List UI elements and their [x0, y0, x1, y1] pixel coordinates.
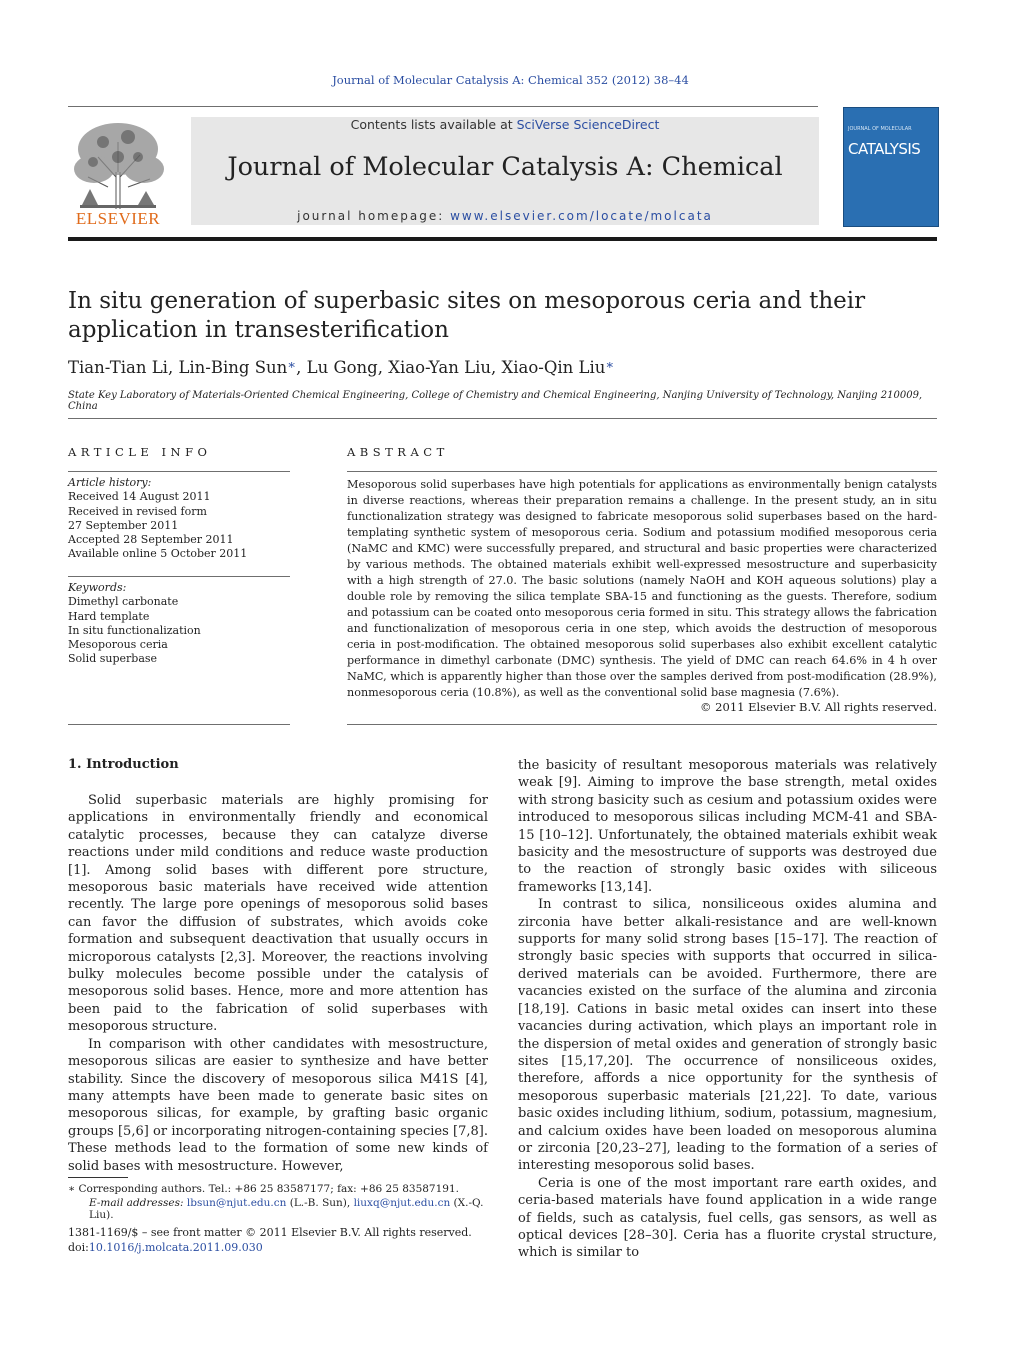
keyword: In situ functionalization [68, 623, 201, 637]
email-label: E-mail addresses: [89, 1197, 184, 1209]
cover-small-text: JOURNAL OF MOLECULAR [848, 126, 912, 132]
email-owner-sun: (L.-B. Sun), [286, 1197, 354, 1209]
body-paragraph: the basicity of resultant mesoporous materials was relatively weak [9]. Aiming to improve the base strength, metal oxides with strong basicity such as cesium and potassium oxides were introduced to mesoporous silicas including MCM-41 and SBA-15 [10–12]. Unfortunately, the obtained materials exhibit weak basicity and the mesostructure of supports was destroyed due to the reaction of strongly basic oxides with siliceous frameworks [13,14]. [518, 758, 937, 895]
history-line: Available online 5 October 2011 [68, 547, 248, 561]
email-owner-liu: (X.-Q. Liu). [89, 1197, 484, 1221]
keyword: Solid superbase [68, 652, 158, 666]
sciencedirect-link[interactable]: SciVerse ScienceDirect [516, 117, 660, 132]
header-thick-rule [68, 237, 937, 241]
journal-cover-thumbnail[interactable] [843, 107, 939, 227]
abstract-rule-top [347, 471, 937, 472]
email-footnote [89, 1197, 509, 1221]
article-history [68, 476, 290, 562]
body-paragraph: In comparison with other candidates with mesostructure, mesoporous silicas are easier to synthesize and have better stability. Since the discovery of mesoporous silica M41S [4], many attempts have been made to generate basic sites on mesoporous silicas, for example, by grafting basic organic groups [5,6] or incorporating nitrogen-containing species [7,8]. These methods lead to the formation of some new kinds of solid bases with mesostructure. However, [68, 1036, 488, 1174]
doi-link[interactable]: 10.1016/j.molcata.2011.09.030 [88, 1241, 263, 1254]
journal-title: Journal of Molecular Catalysis A: Chemical [227, 152, 783, 182]
homepage-link[interactable]: www.elsevier.com/locate/molcata [450, 209, 713, 223]
keyword: Dimethyl carbonate [68, 595, 179, 609]
body-paragraph: Solid superbasic materials are highly promising for applications in environmentally friendly and economical catalytic processes, because they can catalyze diverse reactions under mild conditions and reduce waste production [1]. Among solid bases with different pore structure, mesoporous basic materials have received wide attention recently. The large pore openings of mesoporous solid bases can favor the diffusion of substrates, which avoids coke formation and subsequent deactivation that usually occurs in microporous catalysts [2,3]. Moreover, the reactions involving bulky molecules become possible under the catalysis of mesoporous solid bases. Hence, more and more attention has been paid to the fabrication of solid superbases with mesoporous structure. [68, 793, 488, 1035]
section-heading-introduction: 1. Introduction [68, 757, 179, 772]
contents-prefix: Contents lists available at [350, 117, 517, 132]
history-label: Article history: [68, 476, 152, 489]
author-list [68, 358, 938, 377]
body-paragraph: Ceria is one of the most important rare earth oxides, and ceria-based materials have found application in a wide range of fields, such as catalysis, fuel cells, gas sensors, as well as optical devices [28–30]. Ceria has a fluorite crystal structure, which is similar to [518, 1175, 937, 1261]
article-title: In situ generation of superbasic sites on mesoporous ceria and their application in transesterification [68, 288, 866, 343]
article-info-rule-bottom [68, 724, 290, 725]
corresponding-mark-2[interactable]: ∗ [605, 358, 615, 373]
cover-title: CATALYSIS [848, 140, 921, 158]
email-link-sun[interactable]: lbsun@njut.edu.cn [186, 1197, 287, 1209]
article-info-rule-top [68, 471, 290, 472]
keyword: Mesoporous ceria [68, 638, 168, 652]
doi-line [68, 1241, 263, 1254]
history-line: Received in revised form [68, 504, 207, 518]
article-info-heading: ARTICLE INFO [68, 445, 212, 459]
abstract-heading: ABSTRACT [347, 445, 449, 459]
abstract-copyright: © 2011 Elsevier B.V. All rights reserved. [700, 700, 937, 714]
history-line: 27 September 2011 [68, 518, 179, 532]
keywords-block [68, 581, 290, 667]
article-info-rule-mid [68, 576, 290, 577]
abstract-rule-bottom [347, 724, 937, 725]
history-line: Accepted 28 September 2011 [68, 533, 234, 547]
journal-homepage-line [191, 209, 819, 223]
abstract-text: Mesoporous solid superbases have high potentials for applications as environmentally benign catalysts in diverse reactions, whereas their preparation remains a challenge. In the present study, an in situ functionalization strategy was designed to fabricate mesoporous solid superbases based on the hard-templating synthetic system of mesoporous ceria. Sodium and potassium modified mesoporous ceria (NaMC and KMC) were successfully prepared, and structural and basic properties were characterized by various methods. The obtained materials exhibit well-expressed mesostructure and superbasicity with a high strength of 27.0. The basic solutions (namely NaOH and KOH aqueous solutions) play a double role by removing the silica template SBA-15 and functioning as the guests. Therefore, sodium and potassium can be coated onto mesoporous ceria formed in situ. This strategy allows the fabrication and functionalization of mesoporous ceria in one step, which avoids the destruction of mesoporous ceria in post-modification. The obtained mesoporous solid superbases also exhibit excellent catalytic performance in dimethyl carbonate (DMC) synthesis. The yield of DMC can reach 64.6% in 4 h over NaMC, which is apparently higher than those over the samples derived from post-modification (28.9%), nonmesoporous ceria (10.8%), as well as the conventional solid base magnesia (7.6%). [347, 478, 937, 699]
body-left-column [68, 792, 488, 1175]
history-line: Received 14 August 2011 [68, 490, 211, 504]
email-link-liu[interactable]: liuxq@njut.edu.cn [353, 1197, 451, 1209]
corresponding-footnote: ∗ Corresponding authors. Tel.: +86 25 83587177; fax: +86 25 83587191. [68, 1183, 459, 1195]
body-right-column [518, 757, 937, 1262]
body-paragraph: In contrast to silica, nonsiliceous oxides alumina and zirconia have better alkali-resistance and are well-known supports for many solid strong bases [15–17]. The reaction of strongly basic species with supports that occurred in silica-derived materials can be avoided. Furthermore, there are vacancies existed on the surface of the alumina and zirconia [18,19]. Cations in basic metal oxides can insert into these vacancies during activation, which plays an important role in the dispersion of metal oxides and generation of strongly basic sites [15,17,20]. The occurrence of nonsiliceous oxides, therefore, affords a nice opportunity for the synthesis of mesoporous superbasic materials [21,22]. To date, various basic oxides including lithium, sodium, potassium, magnesium, and calcium oxides have been loaded on mesoporous alumina or zirconia [20,23–27], leading to the formation of a series of interesting mesoporous solid bases. [518, 897, 937, 1174]
affiliation-rule [68, 418, 937, 419]
affiliation: State Key Laboratory of Materials-Oriented Chemical Engineering, College of Chemistry and Chemical Engineering, Nanjing University of Technology, Nanjing 210009, China [68, 390, 923, 412]
authors-part1: Tian-Tian Li, Lin-Bing Sun [68, 358, 288, 377]
homepage-prefix: journal homepage: [297, 209, 451, 223]
journal-citation[interactable]: Journal of Molecular Catalysis A: Chemical 352 (2012) 38–44 [332, 73, 689, 87]
doi-prefix: doi: [68, 1241, 89, 1254]
corresponding-mark-1[interactable]: ∗ [287, 358, 297, 373]
footnote-rule [68, 1177, 128, 1178]
authors-part2: , Lu Gong, Xiao-Yan Liu, Xiao-Qin Liu [296, 358, 606, 377]
publisher-logo-text: ELSEVIER [75, 209, 161, 228]
header-rule [68, 106, 818, 107]
contents-line [191, 117, 819, 132]
issn-line: 1381-1169/$ – see front matter © 2011 Elsevier B.V. All rights reserved. [68, 1226, 472, 1239]
keyword: Hard template [68, 609, 150, 623]
keywords-label: Keywords: [68, 581, 127, 594]
